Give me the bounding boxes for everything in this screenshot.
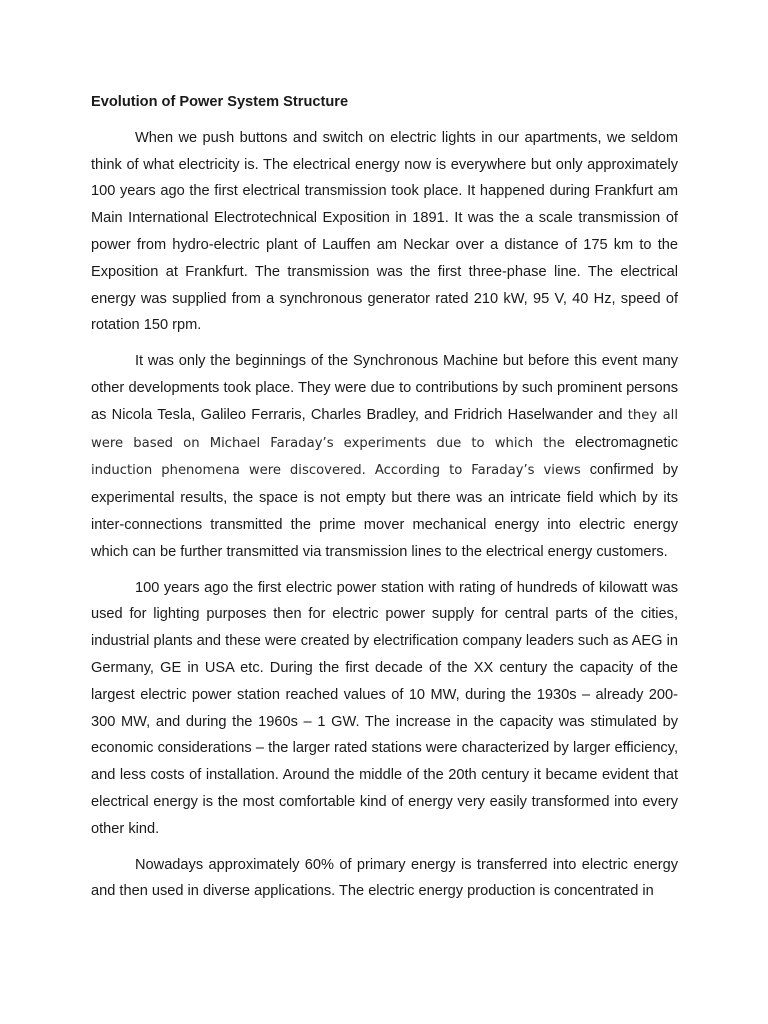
paragraph-2-segment-3: electromagnetic <box>574 434 678 451</box>
paragraph-2-segment-2: they all were based on Michael Faraday’s experiments due to which the <box>91 407 678 451</box>
paragraph-2-segment-5: confirmed by experimental results, the space is not empty but there was an intricate field which by its inter-connections transmitted the prime mover mechanical energy into electric energy which can be further transmitted via transmission lines to the electrical energy customers. <box>91 462 678 560</box>
document-body <box>91 89 678 914</box>
paragraph-2-segment-4: induction phenomena were discovered. According to Faraday’s views <box>91 463 590 479</box>
paragraph-1: When we push buttons and switch on electric lights in our apartments, we seldom think of what electricity is. The electrical energy now is everywhere but only approximately 100 years ago the first electrical transmission took place. It happened during Frankfurt am Main International Electrotechnical Exposition in 1891. It was the a scale transmission of power from hydro-electric plant of Lauffen am Neckar over a distance of 175 km to the Exposition at Frankfurt. The transmission was the first three-phase line. The electrical energy was supplied from a synchronous generator rated 210 kW, 95 V, 40 Hz, speed of rotation 150 rpm. <box>91 129 678 334</box>
document-title: Evolution of Power System Structure <box>91 94 349 110</box>
paragraph-3: 100 years ago the first electric power station with rating of hundreds of kilowatt was used for lighting purposes then for electric power supply for central parts of the cities, industrial plants and these were created by electrification company leaders such as AEG in Germany, GE in USA etc. During the first decade of the XX century the capacity of the largest electric power station reached values of 10 MW, during the 1930s – already 200-300 MW, and during the 1960s – 1 GW. The increase in the capacity was stimulated by economic considerations – the larger rated stations were characterized by larger efficiency, and less costs of installation. Around the middle of the 20th century it became evident that electrical energy is the most comfortable kind of energy very easily transformed into every other kind. <box>91 579 678 837</box>
paragraph-2-segment-1: It was only the beginnings of the Synchronous Machine but before this event many other developments took place. They were due to contributions by such prominent persons as Nicola Tesla, Galileo Ferraris, Charles Bradley, and Fridrich Haselwander and <box>91 353 678 423</box>
paragraph-4: Nowadays approximately 60% of primary energy is transferred into electric energy and then used in diverse applications. The electric energy production is concentrated in <box>91 856 678 900</box>
paragraph-2 <box>91 348 678 565</box>
